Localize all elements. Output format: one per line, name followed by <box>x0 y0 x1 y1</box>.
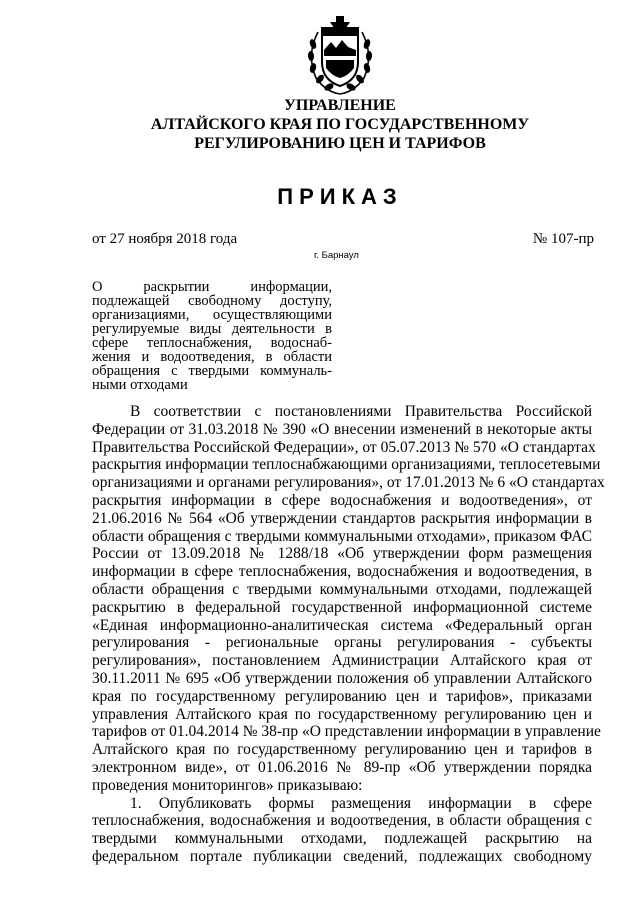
altai-krai-coat-of-arms-icon <box>300 10 380 100</box>
document-type-title: ПРИКАЗ <box>277 184 403 209</box>
body-line: проведения мониторингов» приказываю: <box>92 776 363 794</box>
subject-line: сфере теплоснабжения, водоснаб- <box>92 335 332 351</box>
city-name: г. Барнаул <box>314 250 359 261</box>
body-line: раскрытию в федеральной государственной информационной системе <box>92 598 592 616</box>
order-body-text <box>92 403 605 866</box>
body-line: Алтайского края по государственному регулированию цен и тарифов в <box>92 741 592 759</box>
subject-line: обращения с твердыми коммуналь- <box>92 363 332 379</box>
organization-name <box>60 96 620 153</box>
body-line: «Единая информационно-аналитическая система «Федеральный орган <box>92 616 592 634</box>
subject-line: регулируемые виды деятельности в <box>92 321 332 337</box>
subject-line: организациями, осуществляющими <box>92 307 332 323</box>
body-line: области обращения с твердыми коммунальными отходами, подлежащей <box>92 580 592 598</box>
order-number: № 107-пр <box>532 231 594 247</box>
organization-line-1: УПРАВЛЕНИЕ <box>284 97 396 114</box>
body-line: раскрытия информации в сфере водоснабжения и водоотведения», от <box>92 491 592 509</box>
subject-line: жения и водоотведения, в области <box>92 349 332 365</box>
body-line: раскрытия информации теплоснабжающими организациями, теплосетевыми <box>92 456 601 474</box>
order-date: от 27 ноября 2018 года <box>92 231 238 247</box>
body-line: организациями и органами регулирования», от 17.01.2013 № 6 «О стандартах <box>92 474 605 492</box>
organization-line-3: РЕГУЛИРОВАНИЮ ЦЕН И ТАРИФОВ <box>194 135 486 152</box>
subject-line: подлежащей свободному доступу, <box>92 293 332 309</box>
body-line: края по государственному регулированию цен и тарифов», приказами <box>92 687 592 705</box>
body-line: твердыми коммунальными отходами, подлежащей раскрытию на <box>92 830 592 848</box>
body-line: области обращения с твердыми коммунальными отходами», приказом ФАС <box>92 527 592 545</box>
body-line: В соответствии с постановлениями Правительства Российской <box>130 403 592 420</box>
body-line: регулирования - региональные органы регулирования - субъекты <box>92 634 592 652</box>
body-line: Федерации от 31.03.2018 № 390 «О внесении изменений в некоторые акты <box>92 420 592 438</box>
organization-line-2: АЛТАЙСКОГО КРАЯ ПО ГОСУДАРСТВЕННОМУ <box>150 116 530 133</box>
body-line: России от 13.09.2018 № 1288/18 «Об утверждении форм размещения <box>92 545 592 563</box>
body-line: электронном виде», от 01.06.2016 № 89-пр «Об утверждении порядка <box>92 758 592 776</box>
order-subject <box>92 280 332 392</box>
body-line: 21.06.2016 № 564 «Об утверждении стандартов раскрытия информации в <box>92 509 592 527</box>
subject-line: ными отходами <box>92 377 188 393</box>
body-line: управления Алтайского края по государственному регулированию цен и <box>92 705 592 723</box>
body-line: теплоснабжения, водоснабжения и водоотведения, в области обращения с <box>92 812 592 830</box>
body-line: информации в сфере теплоснабжения, водоснабжения и водоотведения, в <box>92 563 592 581</box>
body-line: 30.11.2011 № 695 «Об утверждении положения об управлении Алтайского <box>92 669 592 687</box>
body-line: регулирования», постановлением Администрации Алтайского края от <box>92 652 592 670</box>
body-line: Правительства Российской Федерации», от 05.07.2013 № 570 «О стандартах <box>92 438 596 456</box>
body-line: федеральном портале публикации сведений, подлежащих свободному <box>92 847 592 865</box>
body-line: тарифов от 01.04.2014 № 38-пр «О представлении информации в управление <box>92 723 601 741</box>
body-line: 1. Опубликовать формы размещения информации в сфере <box>130 794 592 812</box>
subject-line: О раскрытии информации, <box>92 279 332 295</box>
